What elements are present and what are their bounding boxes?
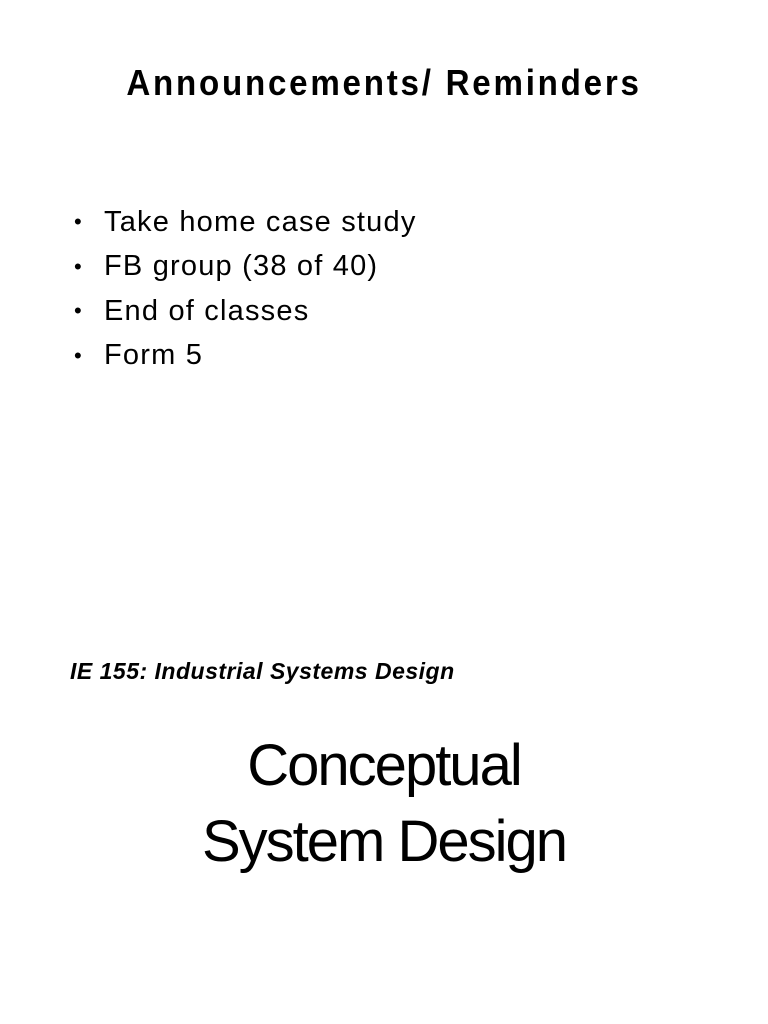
course-label: IE 155: Industrial Systems Design <box>70 658 455 684</box>
list-item-text: Take home case study <box>104 205 417 238</box>
bullet-icon: • <box>74 342 83 368</box>
announcements-list <box>74 200 417 378</box>
deck-title-line-2: System Design <box>201 809 567 874</box>
list-item <box>74 334 417 379</box>
list-item <box>74 200 417 245</box>
bullet-icon: • <box>74 209 83 235</box>
list-item-text: End of classes <box>104 294 310 327</box>
deck-title-line-1: Conceptual <box>247 733 521 798</box>
deck-title <box>0 728 768 880</box>
list-item-text: FB group (38 of 40) <box>104 250 379 283</box>
bullet-icon: • <box>74 298 83 324</box>
list-item-text: Form 5 <box>104 339 204 372</box>
list-item <box>74 245 417 290</box>
announcements-title: Announcements/ Reminders <box>126 62 642 103</box>
bullet-icon: • <box>74 253 83 279</box>
title-slide <box>0 600 768 1024</box>
list-item <box>74 289 417 334</box>
